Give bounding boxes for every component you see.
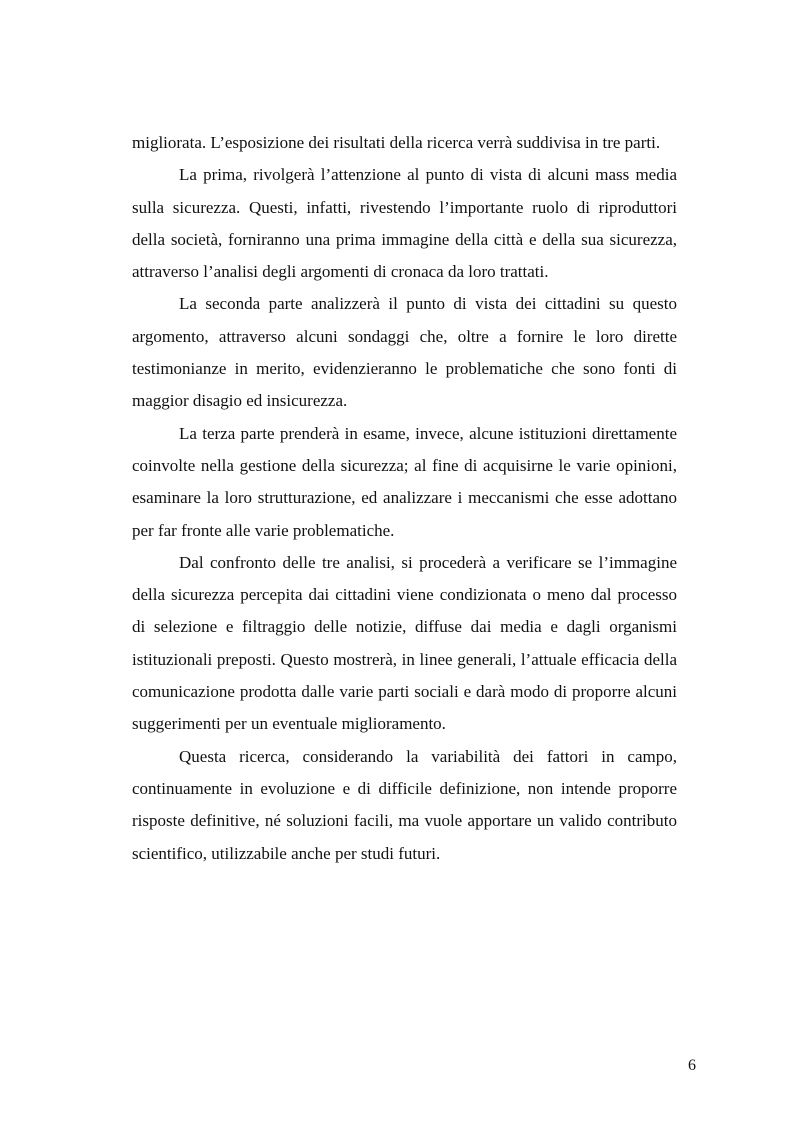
paragraph-first-part: La prima, rivolgerà l’attenzione al punto di vista di alcuni mass media sulla sicurezza. Questi, infatti, rivestendo l’importante ruolo di riproduttori della società, forniranno una prima immagine della città e della sua sicurezza, attraverso l’analisi degli argomenti di cronaca da loro trattati. — [132, 165, 677, 282]
paragraph-conclusion: Questa ricerca, considerando la variabilità dei fattori in campo, continuamente in evoluzione e di difficile definizione, non intende proporre risposte definitive, né soluzioni facili, ma vuole apportare un valido contributo scientifico, utilizzabile anche per studi futuri. — [132, 746, 677, 863]
paragraph-second-part: La seconda parte analizzerà il punto di vista dei cittadini su questo argomento, attraverso alcuni sondaggi che, oltre a fornire le loro dirette testimonianze in merito, evidenzieranno le problematiche che sono fonti di maggior disagio ed insicurezza. — [132, 294, 677, 411]
page-number: 6 — [688, 1057, 696, 1074]
document-body — [132, 127, 677, 870]
paragraph-comparison: Dal confronto delle tre analisi, si procederà a verificare se l’immagine della sicurezza percepita dai cittadini viene condizionata o meno dal processo di selezione e filtraggio delle notizie, diffuse dai media e dagli organismi istituzionali preposti. Questo mostrerà, in linee generali, l’attuale efficacia della comunicazione prodotta dalle varie parti sociali e darà modo di proporre alcuni suggerimenti per un eventuale miglioramento. — [132, 552, 677, 734]
paragraph-continuation: migliorata. L’esposizione dei risultati della ricerca verrà suddivisa in tre parti. — [132, 133, 661, 152]
paragraph-third-part: La terza parte prenderà in esame, invece, alcune istituzioni direttamente coinvolte nella gestione della sicurezza; al fine di acquisirne le varie opinioni, esaminare la loro strutturazione, ed analizzare i meccanismi che esse adottano per far fronte alle varie problematiche. — [132, 423, 677, 540]
